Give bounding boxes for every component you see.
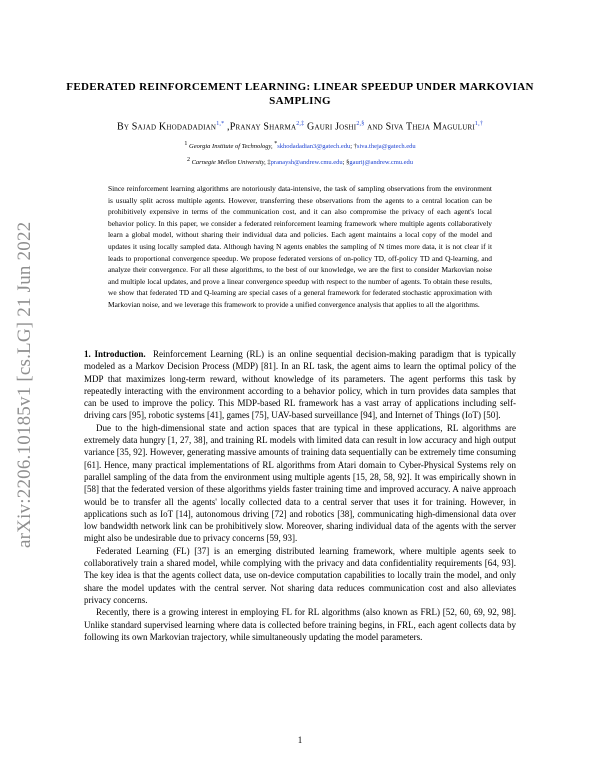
author-2: Pranay Sharma: [229, 121, 297, 133]
email-joshi[interactable]: gaurij@andrew.cmu.edu: [349, 159, 414, 167]
author-1-sup: 1,*: [216, 121, 225, 127]
author-1: Sajad Khodadadian: [131, 121, 217, 133]
page-number: 1: [297, 735, 303, 745]
introduction-section: [84, 348, 516, 643]
author-and: and: [364, 121, 386, 133]
affiliation-1: $^1$ Georgia Institute of Technology, *skhodadadian3@gatech.edu; †siva.theja@gatech.edu: [184, 141, 416, 151]
author-list: By Sajad Khodadadian$^{1,*}$ ,Pranay Sharma$^{2,\ddagger}$ Gauri Joshi$^{2,\S}$ and Siva Theja Maguluri$^{1,\dagger}$: [116, 121, 484, 133]
intro-paragraph-1: 1. Introduction. Reinforcement Learning (RL) is an online sequential decision-making paradigm that is typically modeled as a Markov Decision Process (MDP) [81]. In an RL task, the agent aims to learn the optimal policy of the MDP that maximizes long-term reward, without knowledge of its parameters. The agent performs this task by repeatedly interacting with the environment according to a behavior policy, which in turn provides data samples that can be used to improve the policy. This MDP-based RL framework has a vast array of applications including self-driving cars [95], robotic systems [41], games [75], UAV-based surveillance [94], and Internet of Things (IoT) [50].: [84, 349, 516, 421]
email-maguluri[interactable]: siva.theja@gatech.edu: [356, 143, 416, 151]
affiliation-2: $^2$ Carnegie Mellon University, ‡pranaysh@andrew.cmu.edu; §gaurij@andrew.cmu.edu: [186, 157, 414, 167]
arxiv-identifier: arXiv:2206.10185v1 [cs.LG] 21 Jun 2022: [14, 221, 35, 549]
author-prefix: By: [116, 121, 132, 133]
intro-paragraph-3: Federated Learning (FL) [37] is an emerging distributed learning framework, where multiple agents seek to collaboratively train a shared model, while complying with the privacy and data confidentiality requirements [64, 93]. The key idea is that the agents collect data, use on-device computation capabilities to locally train the model, and only share the model updates with the central server. Not sharing data reduces communication cost and also alleviates privacy concerns.: [84, 545, 516, 605]
abstract: Since reinforcement learning algorithms are notoriously data-intensive, the task of sampling observations from the environment is usually split across multiple agents. However, transferring these observations from the agents to a central location can be prohibitively expensive in terms of the communication cost, and it can also compromise the privacy of each agent's local behavior policy. In this paper, we consider a federated reinforcement learning framework where multiple agents collaboratively learn a global model, without sharing their individual data and policies. Each agent maintains a local copy of the model and updates it using locally sampled data. Although having N agents enables the sampling of N times more data, it is not clear if it leads to proportional convergence speedup. We propose federated versions of on-policy TD, off-policy TD and Q-learning, and analyze their convergence. For all these algorithms, to the best of our knowledge, we are the first to consider Markovian noise and multiple local updates, and prove a linear convergence speedup with respect to the number of agents. To obtain these results, we show that federated TD and Q-learning are special cases of a general framework for federated stochastic approximation with Markovian noise, and we leverage this framework to provide a unified convergence analysis that applies to all the algorithms.: [108, 184, 492, 309]
affiliation-1-institution: Georgia Institute of Technology,: [189, 143, 273, 151]
affiliation-2-institution: Carnegie Mellon University,: [191, 159, 266, 167]
intro-paragraph-4: Recently, there is a growing interest in employing FL for RL algorithms (also known as FRL) [52, 60, 69, 92, 98]. Unlike standard supervised learning where data is collected before training begins, in FRL, each agent collects data by following its own Markovian trajectory, while simultaneously updating the model parameters.: [84, 607, 516, 642]
section-heading: 1. Introduction.: [84, 349, 146, 359]
author-3-sup: 2,§: [356, 121, 365, 127]
intro-paragraph-2: Due to the high-dimensional state and action spaces that are typical in these applications, RL algorithms are extremely data hungry [1, 27, 38], and training RL models with limited data can result in low accuracy and high output variance [35, 92]. However, generating massive amounts of training data sequentially can be extremely time consuming [61]. Hence, many practical implementations of RL algorithms from Atari domain to Cyber-Physical Systems rely on parallel sampling of the data from the environment using multiple agents [15, 28, 58, 92]. It was empirically shown in [58] that the federated version of these algorithms yields faster training time and improved accuracy. A naive approach would be to transfer all the agents' locally collected data to a central server that uses it for training. However, in applications such as IoT [14], autonomous driving [72] and robotics [38], communicating high-dimensional data over low bandwidth network link can be prohibitively slow. Moreover, sharing individual data of the agents with the server might also be undesirable due to privacy concerns [59, 93].: [84, 422, 516, 544]
email-sharma[interactable]: pranaysh@andrew.cmu.edu: [270, 159, 343, 167]
author-2-sup: 2,‡: [296, 121, 305, 127]
author-3: Gauri Joshi: [307, 121, 357, 133]
author-4-sup: 1,†: [474, 121, 484, 127]
email-khodadadian[interactable]: skhodadadian3@gatech.edu: [277, 143, 351, 151]
author-4: Siva Theja Maguluri: [385, 121, 475, 133]
paper-title: FEDERATED REINFORCEMENT LEARNING: LINEAR SPEEDUP UNDER MARKOVIAN SAMPLING: [66, 81, 534, 107]
